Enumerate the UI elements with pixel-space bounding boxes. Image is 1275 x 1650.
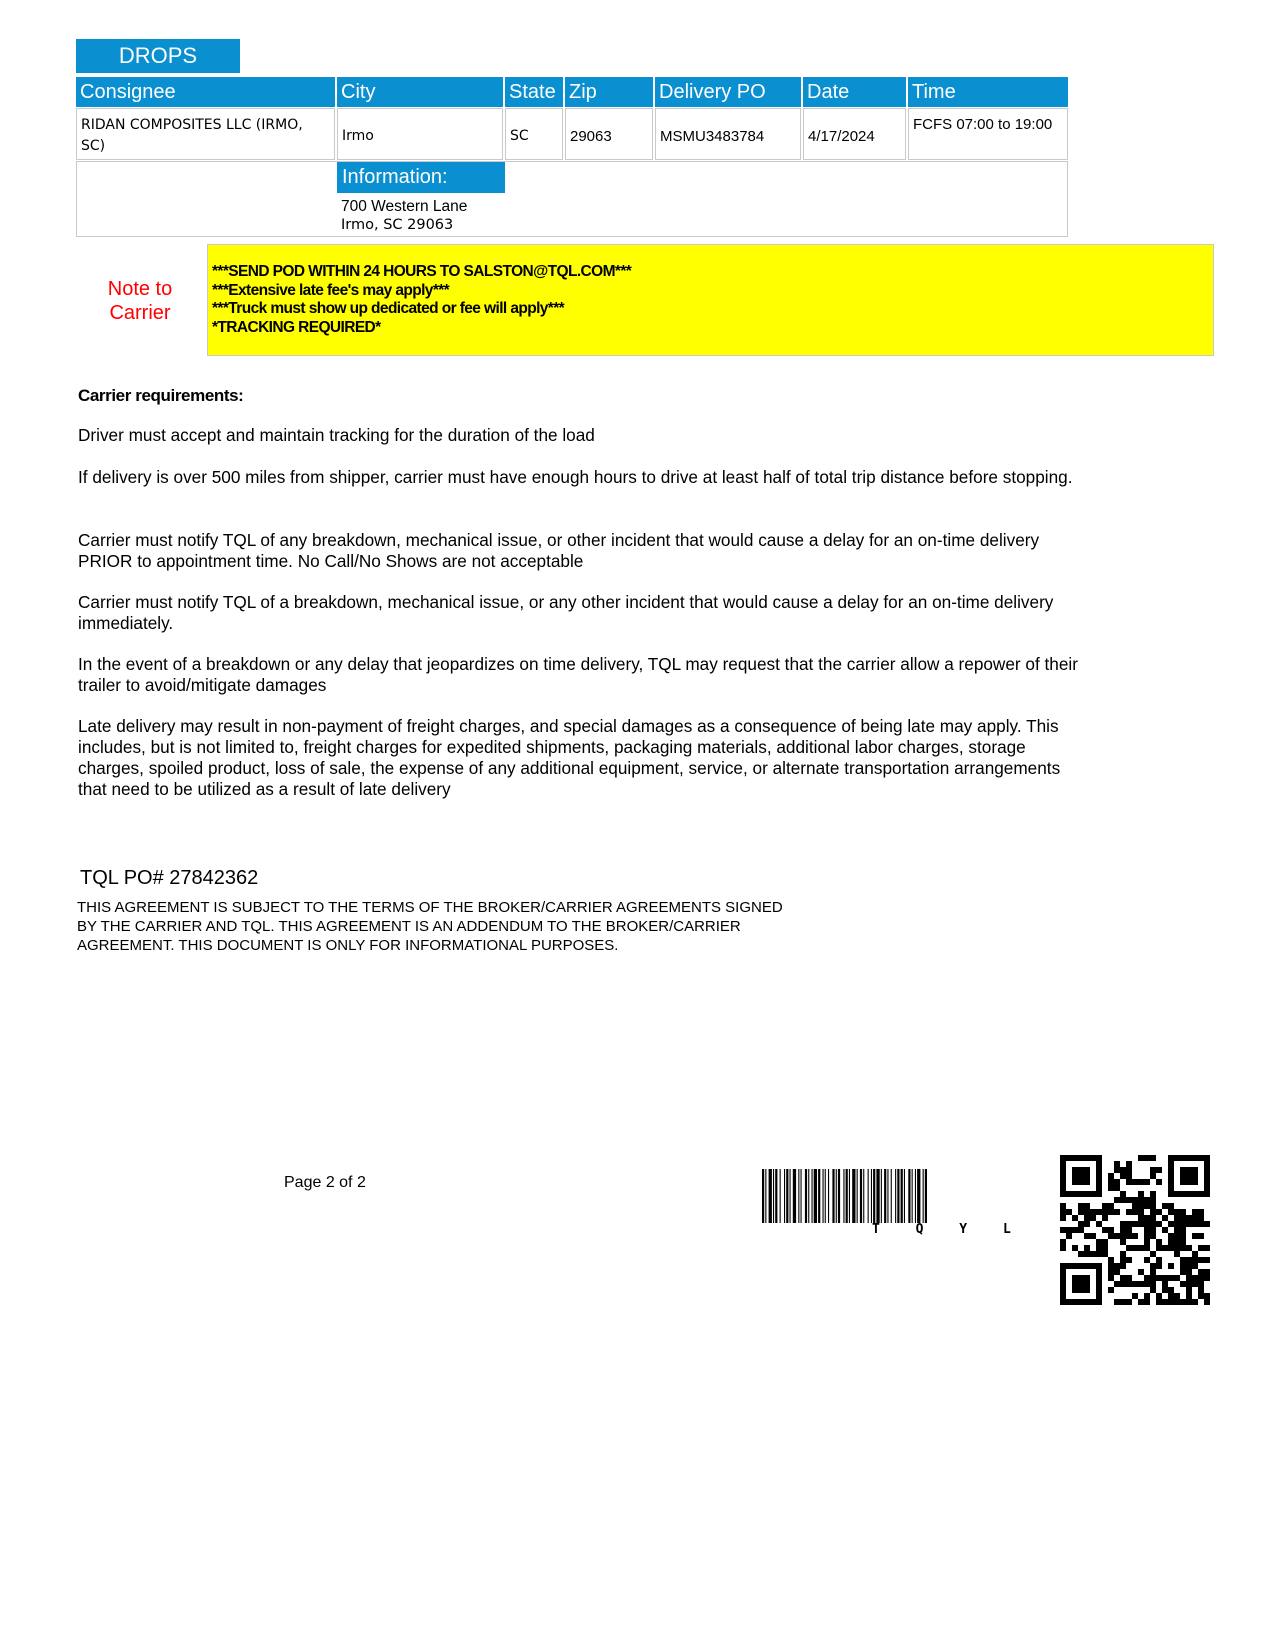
- drops-section-title: DROPS: [76, 39, 240, 73]
- cell-zip: 29063: [565, 108, 653, 160]
- col-header-state: State: [505, 77, 563, 107]
- requirement-paragraph: In the event of a breakdown or any delay that jeopardizes on time delivery, TQL may request that the carrier allow a repower of their trailer to avoid/mitigate damages: [78, 654, 1078, 695]
- information-address-line2: Irmo, SC 29063: [341, 217, 454, 233]
- note-line-pod: ***SEND POD WITHIN 24 HOURS TO SALSTON@TQL.COM***: [212, 263, 632, 280]
- cell-consignee: RIDAN COMPOSITES LLC (IRMO, SC): [76, 108, 335, 160]
- barcode-text: T Q Y L: [872, 1222, 1025, 1237]
- qr-code: [1060, 1155, 1210, 1305]
- requirement-paragraph: Carrier must notify TQL of a breakdown, mechanical issue, or any other incident that would cause a delay for an on-time delivery immediately.: [78, 592, 1054, 633]
- cell-city: Irmo: [337, 108, 503, 160]
- col-header-zip: Zip: [565, 77, 653, 107]
- information-row: [76, 161, 1068, 237]
- information-label: Information:: [337, 162, 505, 193]
- note-label-line1: Note to: [107, 278, 173, 300]
- requirement-paragraph: If delivery is over 500 miles from shipper, carrier must have enough hours to drive at least half of total trip distance before stopping.: [78, 467, 1073, 487]
- cell-time: FCFS 07:00 to 19:00: [908, 108, 1068, 160]
- col-header-date: Date: [803, 77, 906, 107]
- col-header-consignee: Consignee: [76, 77, 335, 107]
- requirement-paragraph: Driver must accept and maintain tracking for the duration of the load: [78, 425, 595, 445]
- note-to-carrier-box: [207, 244, 1214, 356]
- note-line-dedicated: ***Truck must show up dedicated or fee will apply***: [212, 300, 565, 317]
- note-label-line2: Carrier: [109, 302, 171, 324]
- requirement-paragraph: Late delivery may result in non-payment of freight charges, and special damages as a consequence of being late may apply. This includes, but is not limited to, freight charges for expedited shipments, packaging materials, additional labor charges, storage charges, spoiled product, loss of sale, the expense of any additional equipment, service, or alternate transportation arrangements that need to be utilized as a result of late delivery: [78, 716, 1061, 799]
- cell-date: 4/17/2024: [803, 108, 906, 160]
- information-address-line1: 700 Western Lane: [341, 198, 468, 215]
- note-line-tracking: *TRACKING REQUIRED*: [212, 318, 381, 336]
- agreement-text: THIS AGREEMENT IS SUBJECT TO THE TERMS OF THE BROKER/CARRIER AGREEMENTS SIGNED BY THE CARRIER AND TQL. THIS AGREEMENT IS AN ADDENDUM TO THE BROKER/CARRIER AGREEMENT. THIS DOCUMENT IS ONLY FOR INFORMATIONAL PURPOSES.: [77, 899, 783, 954]
- page-number: Page 2 of 2: [284, 1174, 366, 1191]
- col-header-delivery-po: Delivery PO: [655, 77, 801, 107]
- tql-po-number: TQL PO# 27842362: [80, 867, 259, 889]
- col-header-city: City: [337, 77, 503, 107]
- requirement-paragraph: Carrier must notify TQL of any breakdown, mechanical issue, or other incident that would cause a delay for an on-time delivery PRIOR to appointment time. No Call/No Shows are not acceptable: [78, 530, 1040, 571]
- col-header-time: Time: [908, 77, 1068, 107]
- note-to-carrier-label: [90, 277, 190, 325]
- carrier-requirements-title: Carrier requirements:: [78, 386, 244, 405]
- note-line-late-fee: ***Extensive late fee's may apply***: [212, 281, 450, 299]
- cell-state: SC: [505, 108, 563, 160]
- cell-delivery-po: MSMU3483784: [655, 108, 801, 160]
- barcode: [762, 1169, 1044, 1223]
